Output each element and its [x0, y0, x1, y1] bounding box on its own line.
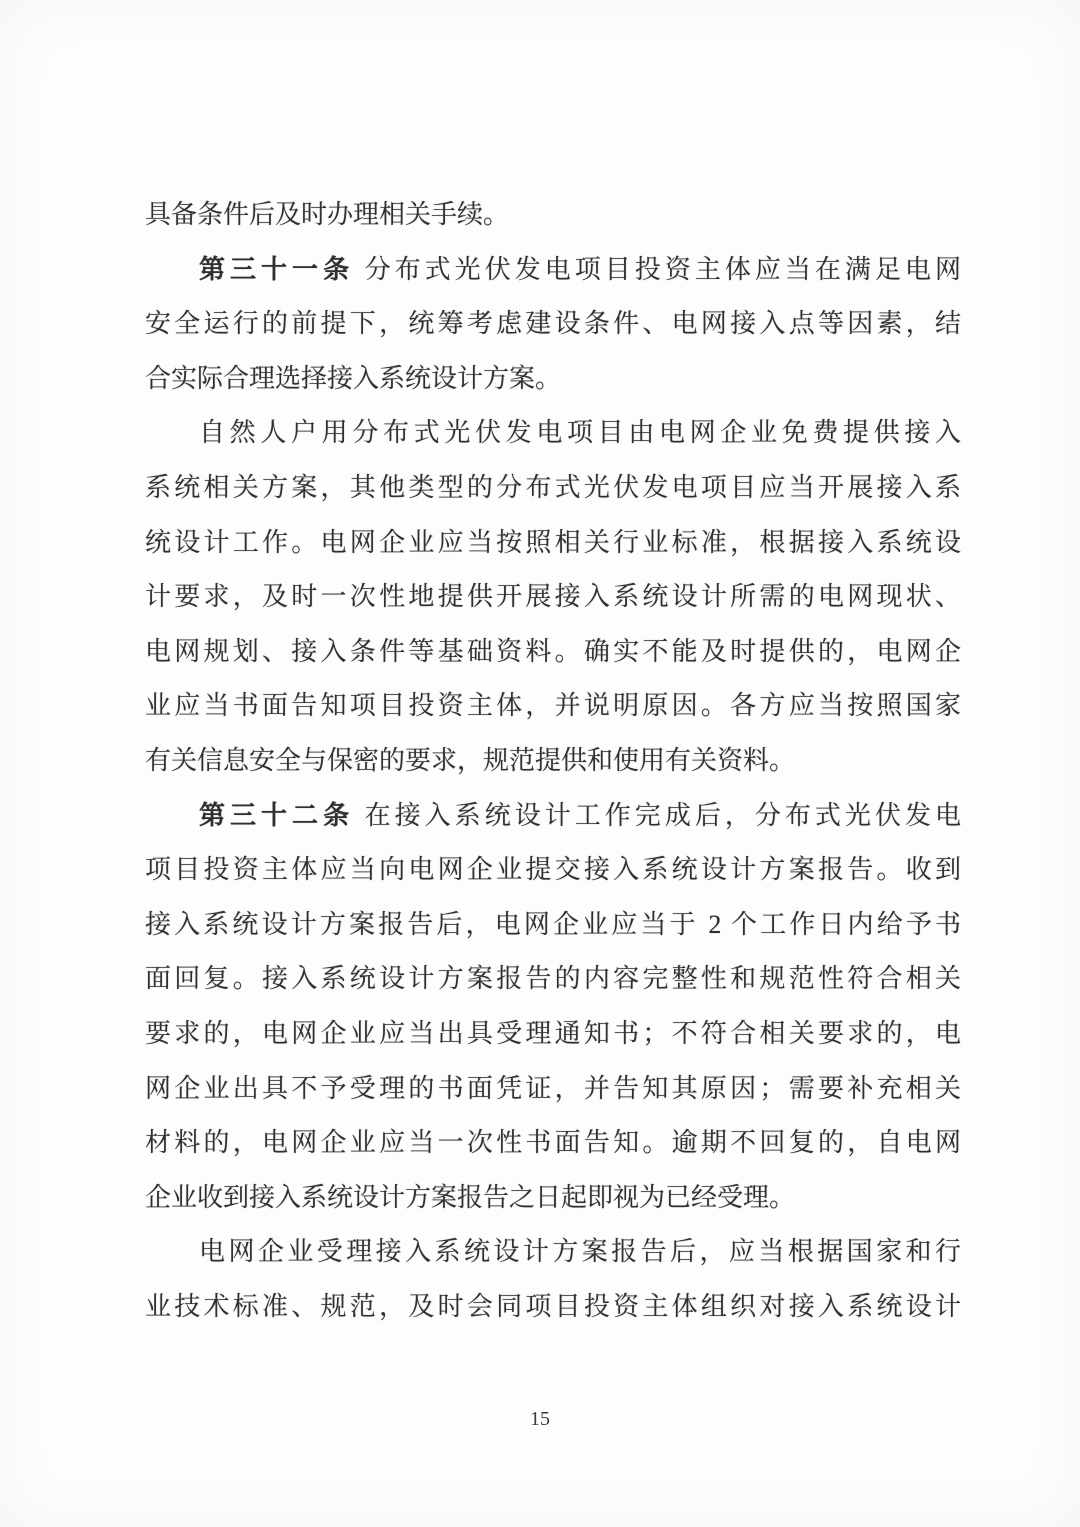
text-line: 计要求，及时一次性地提供开展接入系统设计所需的电网现状、 [145, 582, 961, 612]
page-number: 15 [530, 1408, 550, 1430]
text-line: 统设计工作。电网企业应当按照相关行业标准，根据接入系统设 [145, 527, 961, 557]
text-line: 项目投资主体应当向电网企业提交接入系统设计方案报告。收到 [145, 855, 961, 885]
text-line: 合实际合理选择接入系统设计方案。 [145, 363, 562, 393]
text-line: 业技术标准、规范，及时会同项目投资主体组织对接入系统设计 [145, 1291, 961, 1321]
text-line: 网企业出具不予受理的书面凭证，并告知其原因；需要补充相关 [145, 1073, 961, 1103]
article-31-label: 第三十一条 [199, 254, 355, 284]
text-line: 具备条件后及时办理相关手续。 [145, 200, 510, 229]
text-line: 企业收到接入系统设计方案报告之日起即视为已经受理。 [145, 1182, 796, 1212]
text-line [145, 243, 961, 298]
text-line-body: 在接入系统设计工作完成后，分布式光伏发电 [354, 800, 961, 830]
text-line: 材料的，电网企业应当一次性书面告知。逾期不回复的，自电网 [145, 1128, 961, 1158]
text-line: 面回复。接入系统设计方案报告的内容完整性和规范性符合相关 [145, 964, 961, 994]
text-line: 电网规划、接入条件等基础资料。确实不能及时提供的，电网企 [145, 636, 961, 666]
text-line: 要求的，电网企业应当出具受理通知书；不符合相关要求的，电 [145, 1018, 961, 1048]
text-line-body: 分布式光伏发电项目投资主体应当在满足电网 [354, 254, 961, 284]
text-line: 接入系统设计方案报告后，电网企业应当于 2 个工作日内给予书 [145, 909, 961, 939]
text-line: 系统相关方案，其他类型的分布式光伏发电项目应当开展接入系 [145, 472, 961, 502]
text-line: 自然人户用分布式光伏发电项目由电网企业免费提供接入 [199, 418, 961, 448]
document-text-block [145, 188, 961, 1334]
text-line: 电网企业受理接入系统设计方案报告后，应当根据国家和行 [199, 1237, 961, 1267]
text-line [145, 789, 961, 844]
article-32-label: 第三十二条 [199, 800, 355, 830]
text-line: 安全运行的前提下，统筹考虑建设条件、电网接入点等因素，结 [145, 309, 961, 339]
text-line: 业应当书面告知项目投资主体，并说明原因。各方应当按照国家 [145, 691, 961, 721]
text-line: 有关信息安全与保密的要求，规范提供和使用有关资料。 [145, 745, 796, 775]
